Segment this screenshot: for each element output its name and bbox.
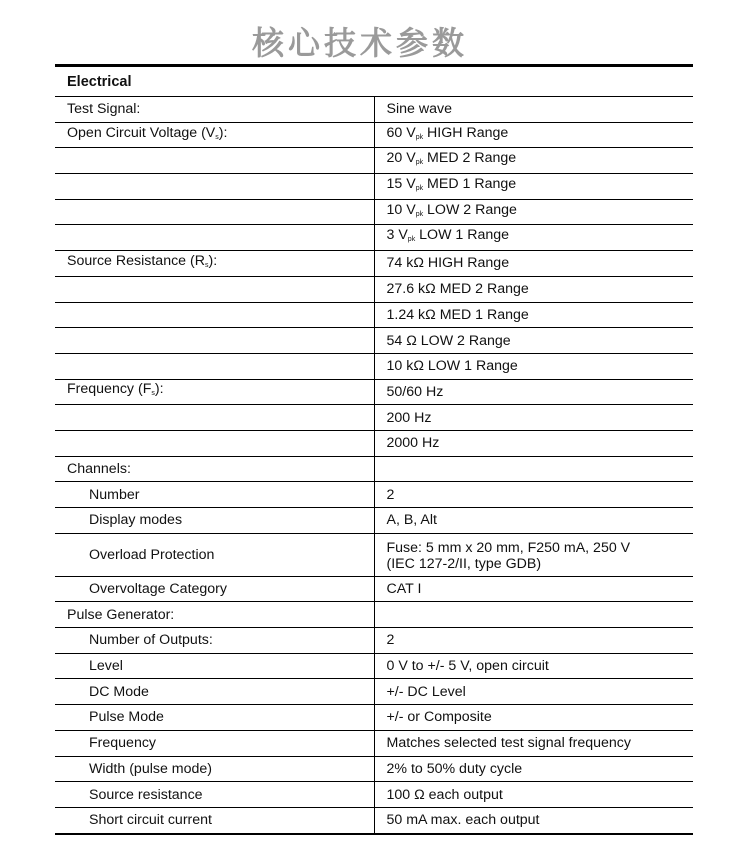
param-value-text: 100 Ω each output bbox=[386, 786, 503, 803]
table-row bbox=[55, 97, 693, 123]
param-label-tail: ): bbox=[208, 252, 218, 269]
param-value-subscript: pk bbox=[415, 159, 424, 167]
param-label-text: Overvoltage Category bbox=[89, 581, 228, 598]
table-row bbox=[55, 456, 693, 482]
param-label bbox=[55, 756, 374, 782]
param-label-subscript: s bbox=[205, 261, 209, 269]
table-row bbox=[55, 705, 693, 731]
param-value-subscript: pk bbox=[415, 184, 424, 192]
param-value bbox=[374, 430, 693, 456]
table-row bbox=[55, 276, 693, 302]
param-value-text: 2000 Hz bbox=[386, 435, 440, 452]
param-label-text: Channels: bbox=[67, 460, 131, 477]
param-value bbox=[374, 353, 693, 379]
page-title: 核心技术参数 bbox=[251, 24, 468, 62]
param-label bbox=[55, 730, 374, 756]
param-label bbox=[55, 628, 374, 654]
param-value bbox=[374, 456, 693, 482]
param-value bbox=[374, 122, 693, 148]
param-label bbox=[55, 97, 374, 123]
param-value-text: 2 bbox=[386, 486, 395, 503]
table-row bbox=[55, 430, 693, 456]
param-value-text: A, B, Alt bbox=[386, 512, 437, 529]
param-label-text: DC Mode bbox=[89, 683, 149, 700]
param-value-text: 50 mA max. each output bbox=[386, 812, 540, 829]
table-row bbox=[55, 174, 693, 200]
param-value-text: 74 kΩ HIGH Range bbox=[386, 255, 510, 272]
param-label-text: Frequency (F bbox=[67, 381, 152, 398]
table-row bbox=[55, 251, 693, 277]
table-row bbox=[55, 482, 693, 508]
param-label bbox=[55, 199, 374, 225]
param-value-text: Sine wave bbox=[386, 101, 452, 118]
param-label bbox=[55, 576, 374, 602]
param-value-tail: HIGH Range bbox=[423, 124, 509, 141]
param-label-text: Level bbox=[89, 658, 123, 675]
param-label bbox=[55, 148, 374, 174]
param-label-text: Number of Outputs: bbox=[89, 632, 213, 649]
param-label bbox=[55, 353, 374, 379]
param-label-text: Short circuit current bbox=[89, 812, 212, 829]
param-value-text: 27.6 kΩ MED 2 Range bbox=[386, 281, 529, 298]
param-label-text: Pulse Mode bbox=[89, 709, 164, 726]
param-value-tail: LOW 1 Range bbox=[415, 227, 510, 244]
table-row bbox=[55, 302, 693, 328]
param-value-text: +/- or Composite bbox=[386, 709, 492, 726]
param-value-text: 200 Hz bbox=[386, 409, 432, 426]
table-row bbox=[55, 679, 693, 705]
param-label-tail: ): bbox=[154, 381, 164, 398]
param-label-text: Source resistance bbox=[89, 786, 203, 803]
table-row bbox=[55, 602, 693, 628]
param-value bbox=[374, 602, 693, 628]
param-value-text: +/- DC Level bbox=[386, 683, 466, 700]
table-row bbox=[55, 199, 693, 225]
param-label-text: Number bbox=[89, 486, 140, 503]
param-value-text: 10 V bbox=[386, 201, 416, 218]
param-value bbox=[374, 405, 693, 431]
param-label bbox=[55, 405, 374, 431]
param-value bbox=[374, 148, 693, 174]
table-row bbox=[55, 756, 693, 782]
param-label bbox=[55, 430, 374, 456]
param-label-tail: ): bbox=[218, 124, 228, 141]
param-label bbox=[55, 225, 374, 251]
param-label bbox=[55, 328, 374, 354]
param-label bbox=[55, 251, 374, 277]
table-row bbox=[55, 533, 693, 576]
param-label-text: Open Circuit Voltage (V bbox=[67, 124, 216, 141]
param-value-text: 54 Ω LOW 2 Range bbox=[386, 332, 511, 349]
table-row bbox=[55, 807, 693, 833]
param-value-text: 15 V bbox=[386, 175, 416, 192]
param-label-text: Width (pulse mode) bbox=[89, 760, 213, 777]
param-value bbox=[374, 302, 693, 328]
table-row bbox=[55, 782, 693, 808]
param-value bbox=[374, 533, 693, 576]
param-value bbox=[374, 97, 693, 123]
param-value bbox=[374, 482, 693, 508]
param-label bbox=[55, 679, 374, 705]
param-value-subscript: pk bbox=[415, 133, 424, 141]
param-label-text: Source Resistance (R bbox=[67, 252, 205, 269]
section-title: Electrical bbox=[55, 66, 693, 97]
param-value bbox=[374, 379, 693, 405]
param-value-text: 2 bbox=[386, 632, 395, 649]
param-value-text: Fuse: 5 mm x 20 mm, F250 mA, 250 V bbox=[386, 539, 631, 556]
param-value bbox=[374, 576, 693, 602]
table-row bbox=[55, 405, 693, 431]
param-value bbox=[374, 807, 693, 833]
table-row bbox=[55, 225, 693, 251]
param-value-subscript: pk bbox=[415, 210, 424, 218]
param-label bbox=[55, 807, 374, 833]
param-value bbox=[374, 679, 693, 705]
section-header-row bbox=[55, 66, 693, 97]
param-value-text: 1.24 kΩ MED 1 Range bbox=[386, 306, 529, 323]
param-label bbox=[55, 174, 374, 200]
param-value bbox=[374, 782, 693, 808]
param-value bbox=[374, 328, 693, 354]
param-value bbox=[374, 756, 693, 782]
param-value-text: Matches selected test signal frequency bbox=[386, 735, 631, 752]
param-value bbox=[374, 276, 693, 302]
table-row bbox=[55, 328, 693, 354]
table-row bbox=[55, 148, 693, 174]
param-value-text: CAT I bbox=[386, 581, 422, 598]
param-label bbox=[55, 653, 374, 679]
param-label-subscript: s bbox=[215, 133, 219, 141]
param-value bbox=[374, 628, 693, 654]
param-value-text: 3 V bbox=[386, 227, 408, 244]
param-value-text: 50/60 Hz bbox=[386, 383, 444, 400]
param-label bbox=[55, 782, 374, 808]
param-label bbox=[55, 705, 374, 731]
param-value-text: 2% to 50% duty cycle bbox=[386, 760, 523, 777]
param-label-text: Display modes bbox=[89, 512, 183, 529]
param-label bbox=[55, 276, 374, 302]
param-value bbox=[374, 225, 693, 251]
param-label-subscript: s bbox=[151, 390, 155, 398]
param-value-text: 0 V to +/- 5 V, open circuit bbox=[386, 658, 549, 675]
spec-table bbox=[55, 64, 693, 835]
table-row bbox=[55, 730, 693, 756]
param-value bbox=[374, 730, 693, 756]
param-value bbox=[374, 508, 693, 534]
table-row bbox=[55, 508, 693, 534]
table-row bbox=[55, 628, 693, 654]
param-label-text: Frequency bbox=[89, 735, 157, 752]
param-label bbox=[55, 533, 374, 576]
table-row bbox=[55, 379, 693, 405]
param-value-text: 20 V bbox=[386, 150, 416, 167]
table-row bbox=[55, 653, 693, 679]
param-value-subscript: pk bbox=[407, 236, 416, 244]
table-row bbox=[55, 122, 693, 148]
param-value bbox=[374, 174, 693, 200]
param-label-text: Test Signal: bbox=[67, 101, 141, 118]
param-label bbox=[55, 482, 374, 508]
param-value-text: 10 kΩ LOW 1 Range bbox=[386, 358, 518, 375]
param-value-tail: LOW 2 Range bbox=[423, 201, 517, 218]
param-label-text: Overload Protection bbox=[89, 546, 215, 563]
param-label bbox=[55, 602, 374, 628]
param-label bbox=[55, 379, 374, 405]
param-label bbox=[55, 122, 374, 148]
param-value-tail: MED 1 Range bbox=[423, 175, 517, 192]
param-value-text: 60 V bbox=[386, 124, 416, 141]
param-value-text-line2: (IEC 127-2/II, type GDB) bbox=[386, 555, 542, 572]
table-row bbox=[55, 576, 693, 602]
param-value bbox=[374, 705, 693, 731]
param-value-tail: MED 2 Range bbox=[423, 150, 517, 167]
param-label-text: Pulse Generator: bbox=[67, 606, 175, 623]
table-row bbox=[55, 353, 693, 379]
param-label bbox=[55, 302, 374, 328]
param-value bbox=[374, 653, 693, 679]
param-value bbox=[374, 199, 693, 225]
param-value bbox=[374, 251, 693, 277]
param-label bbox=[55, 456, 374, 482]
param-label bbox=[55, 508, 374, 534]
